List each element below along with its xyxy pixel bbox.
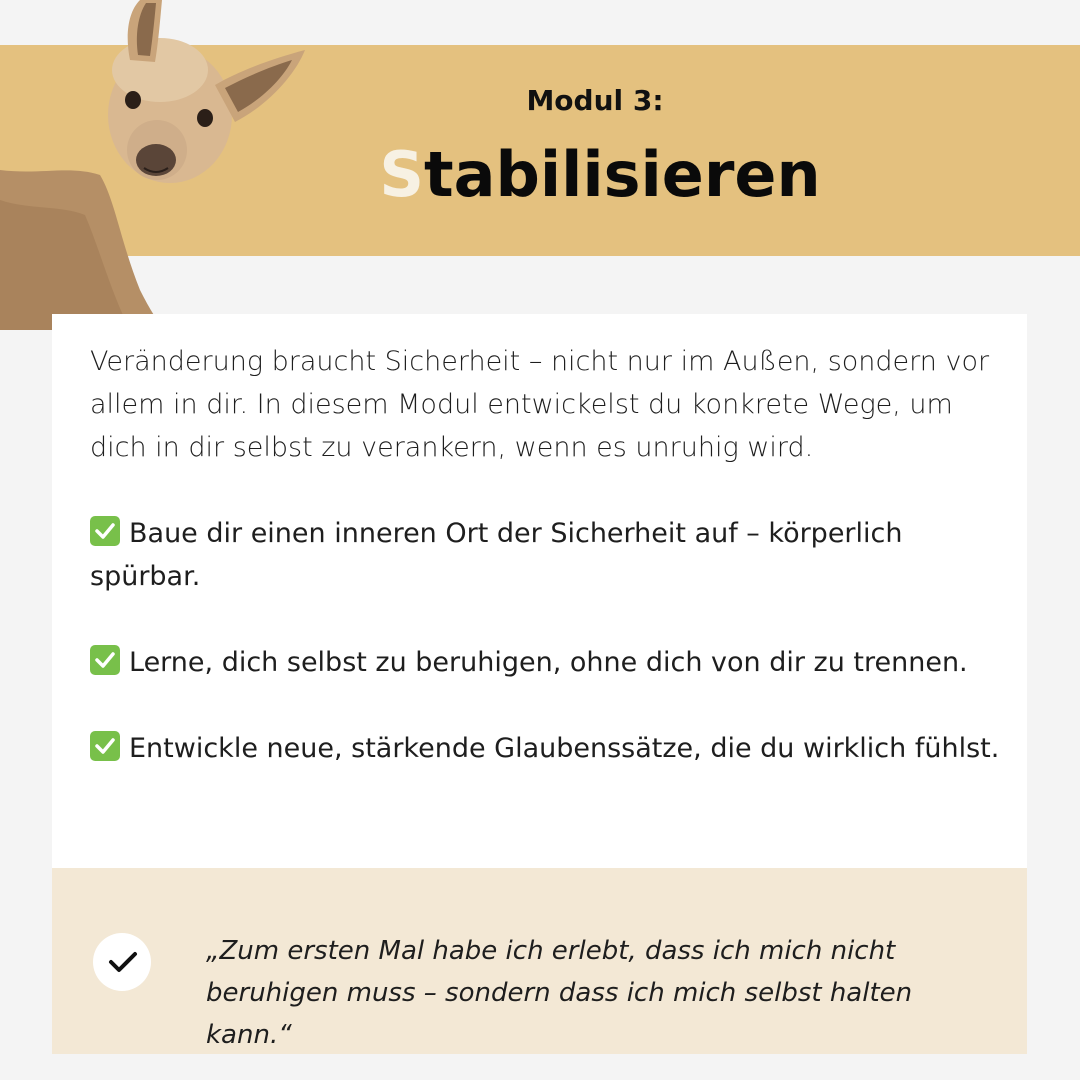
bullet-item-1	[90, 512, 1000, 598]
check-mark-button-icon	[90, 731, 120, 761]
title-rest: tabilisieren	[424, 138, 821, 211]
bullet-item-3	[90, 727, 1000, 770]
bullet-item-2	[90, 641, 1000, 684]
module-label: Modul 3:	[526, 84, 664, 117]
bullet-text: Baue dir einen inneren Ort der Sicherheit auf – körperlich spürbar.	[90, 518, 903, 592]
bullet-text: Entwickle neue, stärkende Glaubenssätze, die du wirklich fühlst.	[129, 733, 1000, 764]
check-mark-button-icon	[90, 516, 120, 546]
check-mark-button-icon	[90, 645, 120, 675]
intro-text: Veränderung braucht Sicherheit – nicht nur im Außen, sondern vor allem in dir. In diesem Modul entwickelst du konkrete Wege, um dich in dir selbst zu verankern, wenn es unruhig wird.	[90, 346, 990, 463]
title-first-letter: S	[379, 138, 425, 211]
bullet-text: Lerne, dich selbst zu beruhigen, ohne dich von dir zu trennen.	[129, 647, 968, 678]
checkmark-icon	[93, 933, 151, 991]
alpaca-image	[0, 0, 320, 330]
testimonial-quote: „Zum ersten Mal habe ich erlebt, dass ich mich nicht beruhigen muss – sondern dass ich mich selbst halten kann.“	[206, 936, 913, 1050]
